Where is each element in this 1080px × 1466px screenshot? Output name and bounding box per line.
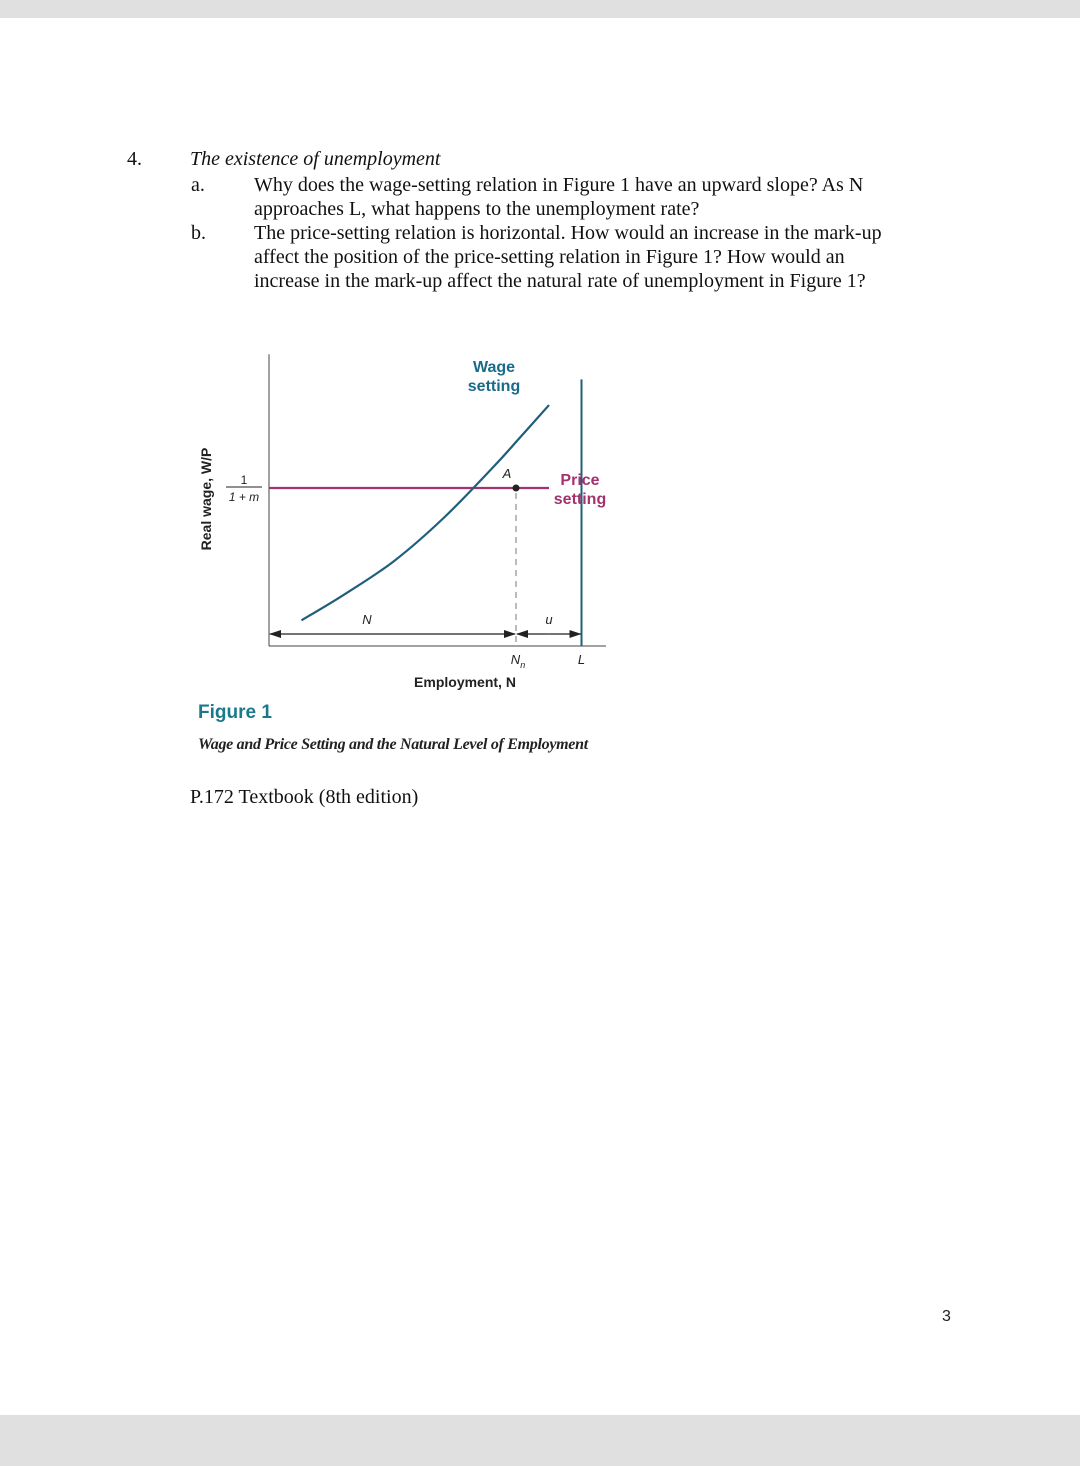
part-b-line: The price-setting relation is horizontal. How would an increase in the mark-up bbox=[254, 222, 882, 244]
source-note: P.172 Textbook (8th edition) bbox=[190, 786, 419, 808]
x-tick-label-natural-employment bbox=[511, 652, 525, 670]
figure-title: Figure 1 bbox=[198, 702, 272, 723]
wage-setting-curve bbox=[302, 405, 550, 620]
x-tick-subscript: n bbox=[520, 660, 526, 670]
wage-setting-label: setting bbox=[467, 378, 521, 395]
y-tick-denominator: 1 + m bbox=[228, 490, 260, 504]
question-number: 4. bbox=[127, 148, 142, 170]
part-a-line: approaches L, what happens to the unemployment rate? bbox=[254, 198, 700, 220]
y-axis-title: Real wage, W/P bbox=[198, 447, 214, 551]
part-a-label: a. bbox=[191, 174, 205, 196]
figure-1-chart bbox=[0, 0, 1080, 700]
unemployment-span-label: u bbox=[545, 612, 553, 627]
question-title: The existence of unemployment bbox=[190, 148, 441, 170]
employment-span-label: N bbox=[362, 612, 372, 627]
point-a-label: A bbox=[502, 466, 512, 481]
part-a-line: Why does the wage-setting relation in Figure 1 have an upward slope? As N bbox=[254, 174, 864, 196]
equilibrium-point-a bbox=[513, 485, 520, 492]
x-tick-main: N bbox=[510, 652, 521, 667]
price-setting-label: Price bbox=[560, 472, 600, 489]
wage-setting-label: Wage bbox=[472, 359, 516, 376]
x-tick-label-labor-force: L bbox=[577, 652, 586, 667]
y-tick-numerator: 1 bbox=[240, 473, 248, 487]
part-b-label: b. bbox=[191, 222, 206, 244]
x-axis-title: Employment, N bbox=[414, 674, 516, 690]
part-b-line: increase in the mark-up affect the natural rate of unemployment in Figure 1? bbox=[254, 270, 866, 292]
bottom-viewer-band bbox=[0, 1415, 1080, 1466]
price-setting-label: setting bbox=[553, 491, 607, 508]
part-b-line: affect the position of the price-setting relation in Figure 1? How would an bbox=[254, 246, 845, 268]
figure-caption: Wage and Price Setting and the Natural Level of Employment bbox=[198, 736, 588, 753]
page-number: 3 bbox=[942, 1308, 951, 1325]
